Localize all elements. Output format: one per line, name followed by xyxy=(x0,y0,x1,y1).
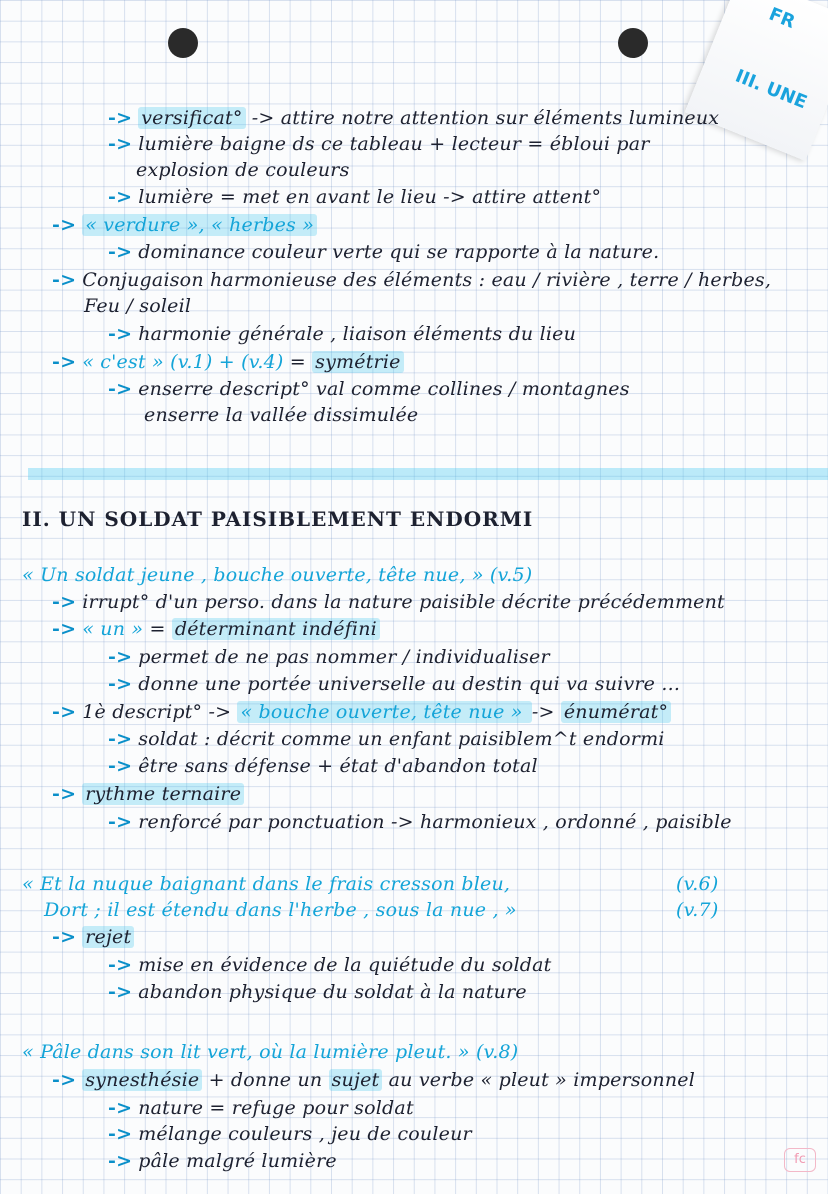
note-line xyxy=(22,872,510,896)
arrow-icon: -> xyxy=(52,351,77,373)
note-text: renforcé par ponctuation -> harmonieux , ordonné , paisible xyxy=(138,811,732,833)
note-line xyxy=(108,322,576,346)
note-text: abandon physique du soldat à la nature xyxy=(138,981,527,1003)
arrow-icon: -> xyxy=(52,269,77,291)
note-line xyxy=(144,403,418,427)
binder-hole-left xyxy=(168,28,198,58)
note-text: énumérat° xyxy=(561,701,671,723)
note-line xyxy=(84,294,191,318)
note-line xyxy=(108,645,550,669)
note-text: « Un soldat jeune , bouche ouverte, tête nue, » (v.5) xyxy=(22,564,533,586)
note-line xyxy=(108,672,680,696)
note-line xyxy=(108,727,665,751)
note-text: rejet xyxy=(82,926,134,948)
note-line xyxy=(108,1149,337,1173)
arrow-icon: -> xyxy=(108,107,133,129)
section-divider xyxy=(28,468,828,480)
note-line xyxy=(108,1096,414,1120)
arrow-icon: -> xyxy=(108,811,133,833)
note-line xyxy=(52,268,771,292)
note-text: -> xyxy=(531,701,561,723)
arrow-icon: -> xyxy=(52,701,77,723)
note-line xyxy=(108,1122,472,1146)
note-line xyxy=(108,980,527,1004)
note-line xyxy=(108,953,551,977)
arrow-icon: -> xyxy=(108,954,133,976)
note-text: (v.7) xyxy=(676,899,719,921)
arrow-icon: -> xyxy=(108,323,133,345)
note-text: -> attire notre attention sur éléments lumineux xyxy=(245,107,720,129)
note-line xyxy=(52,782,244,806)
note-text: enserre descript° val comme collines / montagnes xyxy=(138,378,630,400)
arrow-icon: -> xyxy=(108,1150,133,1172)
note-line xyxy=(108,185,601,209)
note-line xyxy=(22,563,532,587)
arrow-icon: -> xyxy=(108,1097,133,1119)
note-text: « Pâle dans son lit vert, où la lumière pleut. » (v.8) xyxy=(22,1041,519,1063)
arrow-icon: -> xyxy=(108,133,133,155)
note-text: enserre la vallée dissimulée xyxy=(144,404,419,426)
note-line xyxy=(108,810,732,834)
note-text: « verdure », « herbes » xyxy=(82,214,317,236)
note-text: symétrie xyxy=(312,351,403,373)
note-text: rythme ternaire xyxy=(82,783,244,805)
corner-stamp: fc xyxy=(784,1148,816,1172)
note-text: mélange couleurs , jeu de couleur xyxy=(138,1123,472,1145)
note-line xyxy=(44,898,517,922)
binder-hole-right xyxy=(618,28,648,58)
note-line xyxy=(52,617,380,641)
note-text: permet de ne pas nommer / individualiser xyxy=(138,646,550,668)
note-text: Dort ; il est étendu dans l'herbe , sous la nue , » xyxy=(44,899,517,921)
note-text: synesthésie xyxy=(82,1069,202,1091)
note-text: « bouche ouverte, tête nue » xyxy=(237,701,531,723)
note-text: (v.6) xyxy=(676,873,719,895)
note-text: mise en évidence de la quiétude du soldat xyxy=(138,954,552,976)
arrow-icon: -> xyxy=(52,618,77,640)
note-text: être sans défense + état d'abandon total xyxy=(138,755,538,777)
note-text: lumière baigne ds ce tableau + lecteur = ébloui par xyxy=(138,133,650,155)
note-text: pâle malgré lumière xyxy=(138,1150,337,1172)
note-text: soldat : décrit comme un enfant paisiblem^t endormi xyxy=(138,728,665,750)
note-text: nature = refuge pour soldat xyxy=(138,1097,414,1119)
note-line xyxy=(52,925,134,949)
arrow-icon: -> xyxy=(108,241,133,263)
note-line xyxy=(108,106,719,130)
note-line xyxy=(136,158,350,182)
note-text: Conjugaison harmonieuse des éléments : eau / rivière , terre / herbes, xyxy=(82,269,772,291)
note-line xyxy=(108,240,659,264)
arrow-icon: -> xyxy=(108,186,133,208)
note-line xyxy=(52,700,671,724)
arrow-icon: -> xyxy=(52,214,77,236)
note-text: irrupt° d'un perso. dans la nature paisible décrite précédemment xyxy=(82,591,725,613)
note-text: 1è descript° -> xyxy=(82,701,238,723)
arrow-icon: -> xyxy=(108,755,133,777)
note-text: déterminant indéfini xyxy=(172,618,380,640)
arrow-icon: -> xyxy=(52,1069,77,1091)
note-text: explosion de couleurs xyxy=(136,159,350,181)
note-text: versificat° xyxy=(138,107,245,129)
note-text: + donne un xyxy=(202,1069,329,1091)
note-line xyxy=(52,350,404,374)
note-text: = xyxy=(283,351,313,373)
note-line xyxy=(108,132,650,156)
note-text: = xyxy=(143,618,172,640)
folded-page-corner xyxy=(685,0,828,161)
note-text: « Et la nuque baignant dans le frais cresson bleu, xyxy=(22,873,511,895)
note-line xyxy=(52,590,725,614)
note-text: au verbe « pleut » impersonnel xyxy=(382,1069,696,1091)
arrow-icon: -> xyxy=(52,783,77,805)
corner-top-text: FR xyxy=(765,3,799,33)
arrow-icon: -> xyxy=(108,981,133,1003)
note-text: lumière = met en avant le lieu -> attire attent° xyxy=(138,186,602,208)
arrow-icon: -> xyxy=(52,591,77,613)
arrow-icon: -> xyxy=(108,728,133,750)
arrow-icon: -> xyxy=(108,378,133,400)
note-line xyxy=(676,872,718,896)
corner-bottom-text: III. UNE xyxy=(732,65,810,114)
arrow-icon: -> xyxy=(108,646,133,668)
note-text: Feu / soleil xyxy=(84,295,192,317)
note-line xyxy=(22,1040,518,1064)
note-line xyxy=(676,898,718,922)
note-text: harmonie générale , liaison éléments du lieu xyxy=(138,323,577,345)
note-line xyxy=(52,1068,695,1092)
arrow-icon: -> xyxy=(108,1123,133,1145)
note-line xyxy=(108,754,538,778)
note-line xyxy=(108,377,630,401)
note-text: sujet xyxy=(329,1069,383,1091)
note-text: dominance couleur verte qui se rapporte à la nature. xyxy=(138,241,660,263)
note-line xyxy=(52,213,317,237)
note-text: « c'est » (v.1) + (v.4) xyxy=(82,351,284,373)
arrow-icon: -> xyxy=(108,673,133,695)
section-heading: II. UN SOLDAT PAISIBLEMENT ENDORMI xyxy=(22,507,534,531)
note-text: donne une portée universelle au destin qui va suivre ... xyxy=(138,673,681,695)
arrow-icon: -> xyxy=(52,926,77,948)
note-text: « un » xyxy=(82,618,144,640)
